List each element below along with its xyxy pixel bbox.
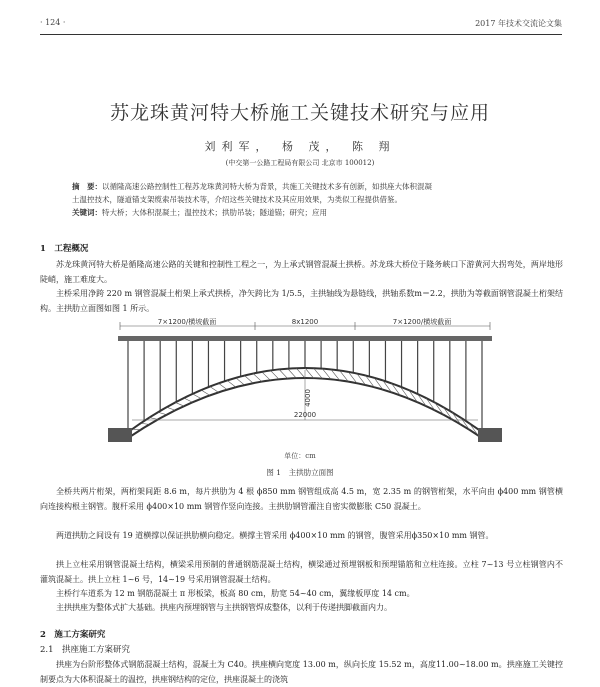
abstract-line-2 [72,193,542,206]
b-p1-c: 灌注自密实微膨胀 C50 混凝土。 [308,501,426,511]
keywords-text: 特大桥；大体积混凝土；温控技术；拱肋吊装；隧道锚；研究；应用 [102,208,327,217]
keywords-line [72,206,542,219]
b-p1-a: 全桥共两片桁架，两桁架间距 8.6 m，每片拱肋为 4 根 ϕ850 mm 钢管组成高 4.5 m，宽 2.35 m 的钢管桁 [56,487,447,496]
arch-web-member [132,429,141,430]
span-left-label: 7×1200/横坡截面 [157,318,217,326]
running-header [40,18,562,34]
arch-web-member [314,368,323,378]
s1-p2-line-b: m＝2.2，拱肋为等截面钢管混凝土桁架结构。主拱肋立面图如图 1 所示。 [40,289,563,313]
body-para-1 [40,485,563,514]
affiliation: (中交第一公路工程局有限公司 北京市 100012) [225,159,375,167]
arch-web-member [167,407,176,410]
s2-p1-b: 11.00~18.00 m。拱座施工关键控制要点为大体积混凝土的温控，拱座钢结构的定位，拱座混凝土的浇筑 [40,660,563,684]
body-para-5: 主拱拱座为整体式扩大基础。拱座内预埋钢管与主拱钢管焊成整体，以利于传递拱脚截面内力。 [56,603,392,612]
b-p1-b: 架，水平向由 ϕ400 mm 钢管横向连接构根主钢管。腹杆采用 ϕ400×10 mm 钢管作竖向连接。主拱肋钢管 [40,487,563,511]
figure-caption: 图 1 主拱肋立面图 [266,468,334,477]
arch-web-member [305,368,314,378]
figure-unit: 单位：cm [284,452,316,460]
section-2-heading: 2 施工方案研究 [40,630,106,640]
left-abutment [108,428,132,442]
body-para-4: 主桥行车道系为 12 m 钢筋混凝土 π 形板梁，板高 80 cm，肋宽 54~40 cm，翼缘板厚度 14 cm。 [56,589,415,598]
arch-web-member [201,390,210,395]
arch-web-member [158,412,167,414]
b-p2-b: ϕ350×10 mm 钢管。 [411,531,494,540]
arch-web-member [288,369,297,379]
abstract-text-1: 以循隆高速公路控制性工程苏龙珠黄河特大桥为背景，共施工关键技术多有创新，如拱座大体积混凝 [102,182,432,191]
abstract-line-1 [72,180,542,193]
arch-web-member [193,394,202,399]
arch-web-member [253,374,262,382]
arch-web-member [244,375,253,383]
abstract-text-2: 土温控技术，隧道锚支架缆索吊装技术等，介绍这些关键技术及其应用效果，为类似工程提供借鉴。 [72,195,402,204]
body-para-2 [40,529,563,544]
span-mid-label: 8x1200 [291,318,319,326]
page-number: · 124 · [40,18,66,27]
arch-web-member [270,370,279,379]
b-p3-b: 立柱连接。立柱 7~13 号立柱钢管内不灌筑混凝土。拱上立柱 1~6 号，14~19 号采用钢管混凝土结构。 [40,560,563,584]
arch-web-member [210,387,219,393]
arch-web-member [175,402,184,406]
span-label: 22000 [293,411,317,419]
arch-web-member [296,368,305,378]
abstract [72,180,542,219]
arch-web-member [227,380,236,387]
b-p2-a: 两道拱肋之间设有 19 道横撑以保证拱肋横向稳定。横撑主管采用 ϕ400×10 mm 的钢管，腹管采用 [56,531,412,540]
arch-web-member [219,383,228,389]
s1-p1-line-b: 位于隆务峡口下游黄河大拐弯处，两岸地形陡峭，施工难度大。 [40,260,563,284]
span-right-label: 7×1200/横坡截面 [392,318,452,326]
arch-elevation-figure [80,316,520,446]
rise-label: 4000 [304,389,312,407]
section-2-para-1 [40,658,563,687]
arch-web-member [262,372,271,380]
arch-web-member [141,423,150,424]
keywords-label: 关键词： [72,208,102,217]
abstract-label: 摘 要： [72,182,102,191]
section-2-1-heading: 2.1 拱座施工方案研究 [40,645,131,655]
bridge-deck [118,336,492,341]
journal-name: 2017 年技术交流论文集 [475,19,562,28]
authors: 刘利军， 杨 茂， 陈 翔 [204,140,396,153]
section-1-para-1 [40,258,563,287]
arch-web-member [149,418,158,420]
s1-p1-line-a: 苏龙珠黄河特大桥是循隆高速公路的关键和控制性工程之一，为上承式钢管混凝土拱桥。苏龙珠大桥 [56,260,411,269]
s2-p1-a: 拱座为台阶形整体式钢筋混凝土结构，混凝土为 C40。拱座横向宽度 13.00 m，纵向长度 15.52 m，高度 [56,660,436,669]
arch-web-member [236,378,245,385]
section-1-heading: 1 工程概况 [40,244,89,254]
header-rule [40,34,562,35]
b-p3-a: 拱上立柱采用钢管混凝土结构，横梁采用预制的普通钢筋混凝土结构，横梁通过预埋钢板和预埋锚筋和 [56,560,422,569]
right-abutment [478,428,502,442]
s1-p2-line-a: 主桥采用净跨 220 m 钢管混凝土桁架上承式拱桥，净矢跨比为 1/5.5，主拱轴线为悬链线，拱轴系数 [56,289,415,298]
paper-title: 苏龙珠黄河特大桥施工关键技术研究与应用 [109,102,490,124]
arch-web-member [184,398,193,402]
section-1-para-2 [40,287,563,316]
arch-web-member [279,369,288,378]
body-para-3 [40,558,563,587]
